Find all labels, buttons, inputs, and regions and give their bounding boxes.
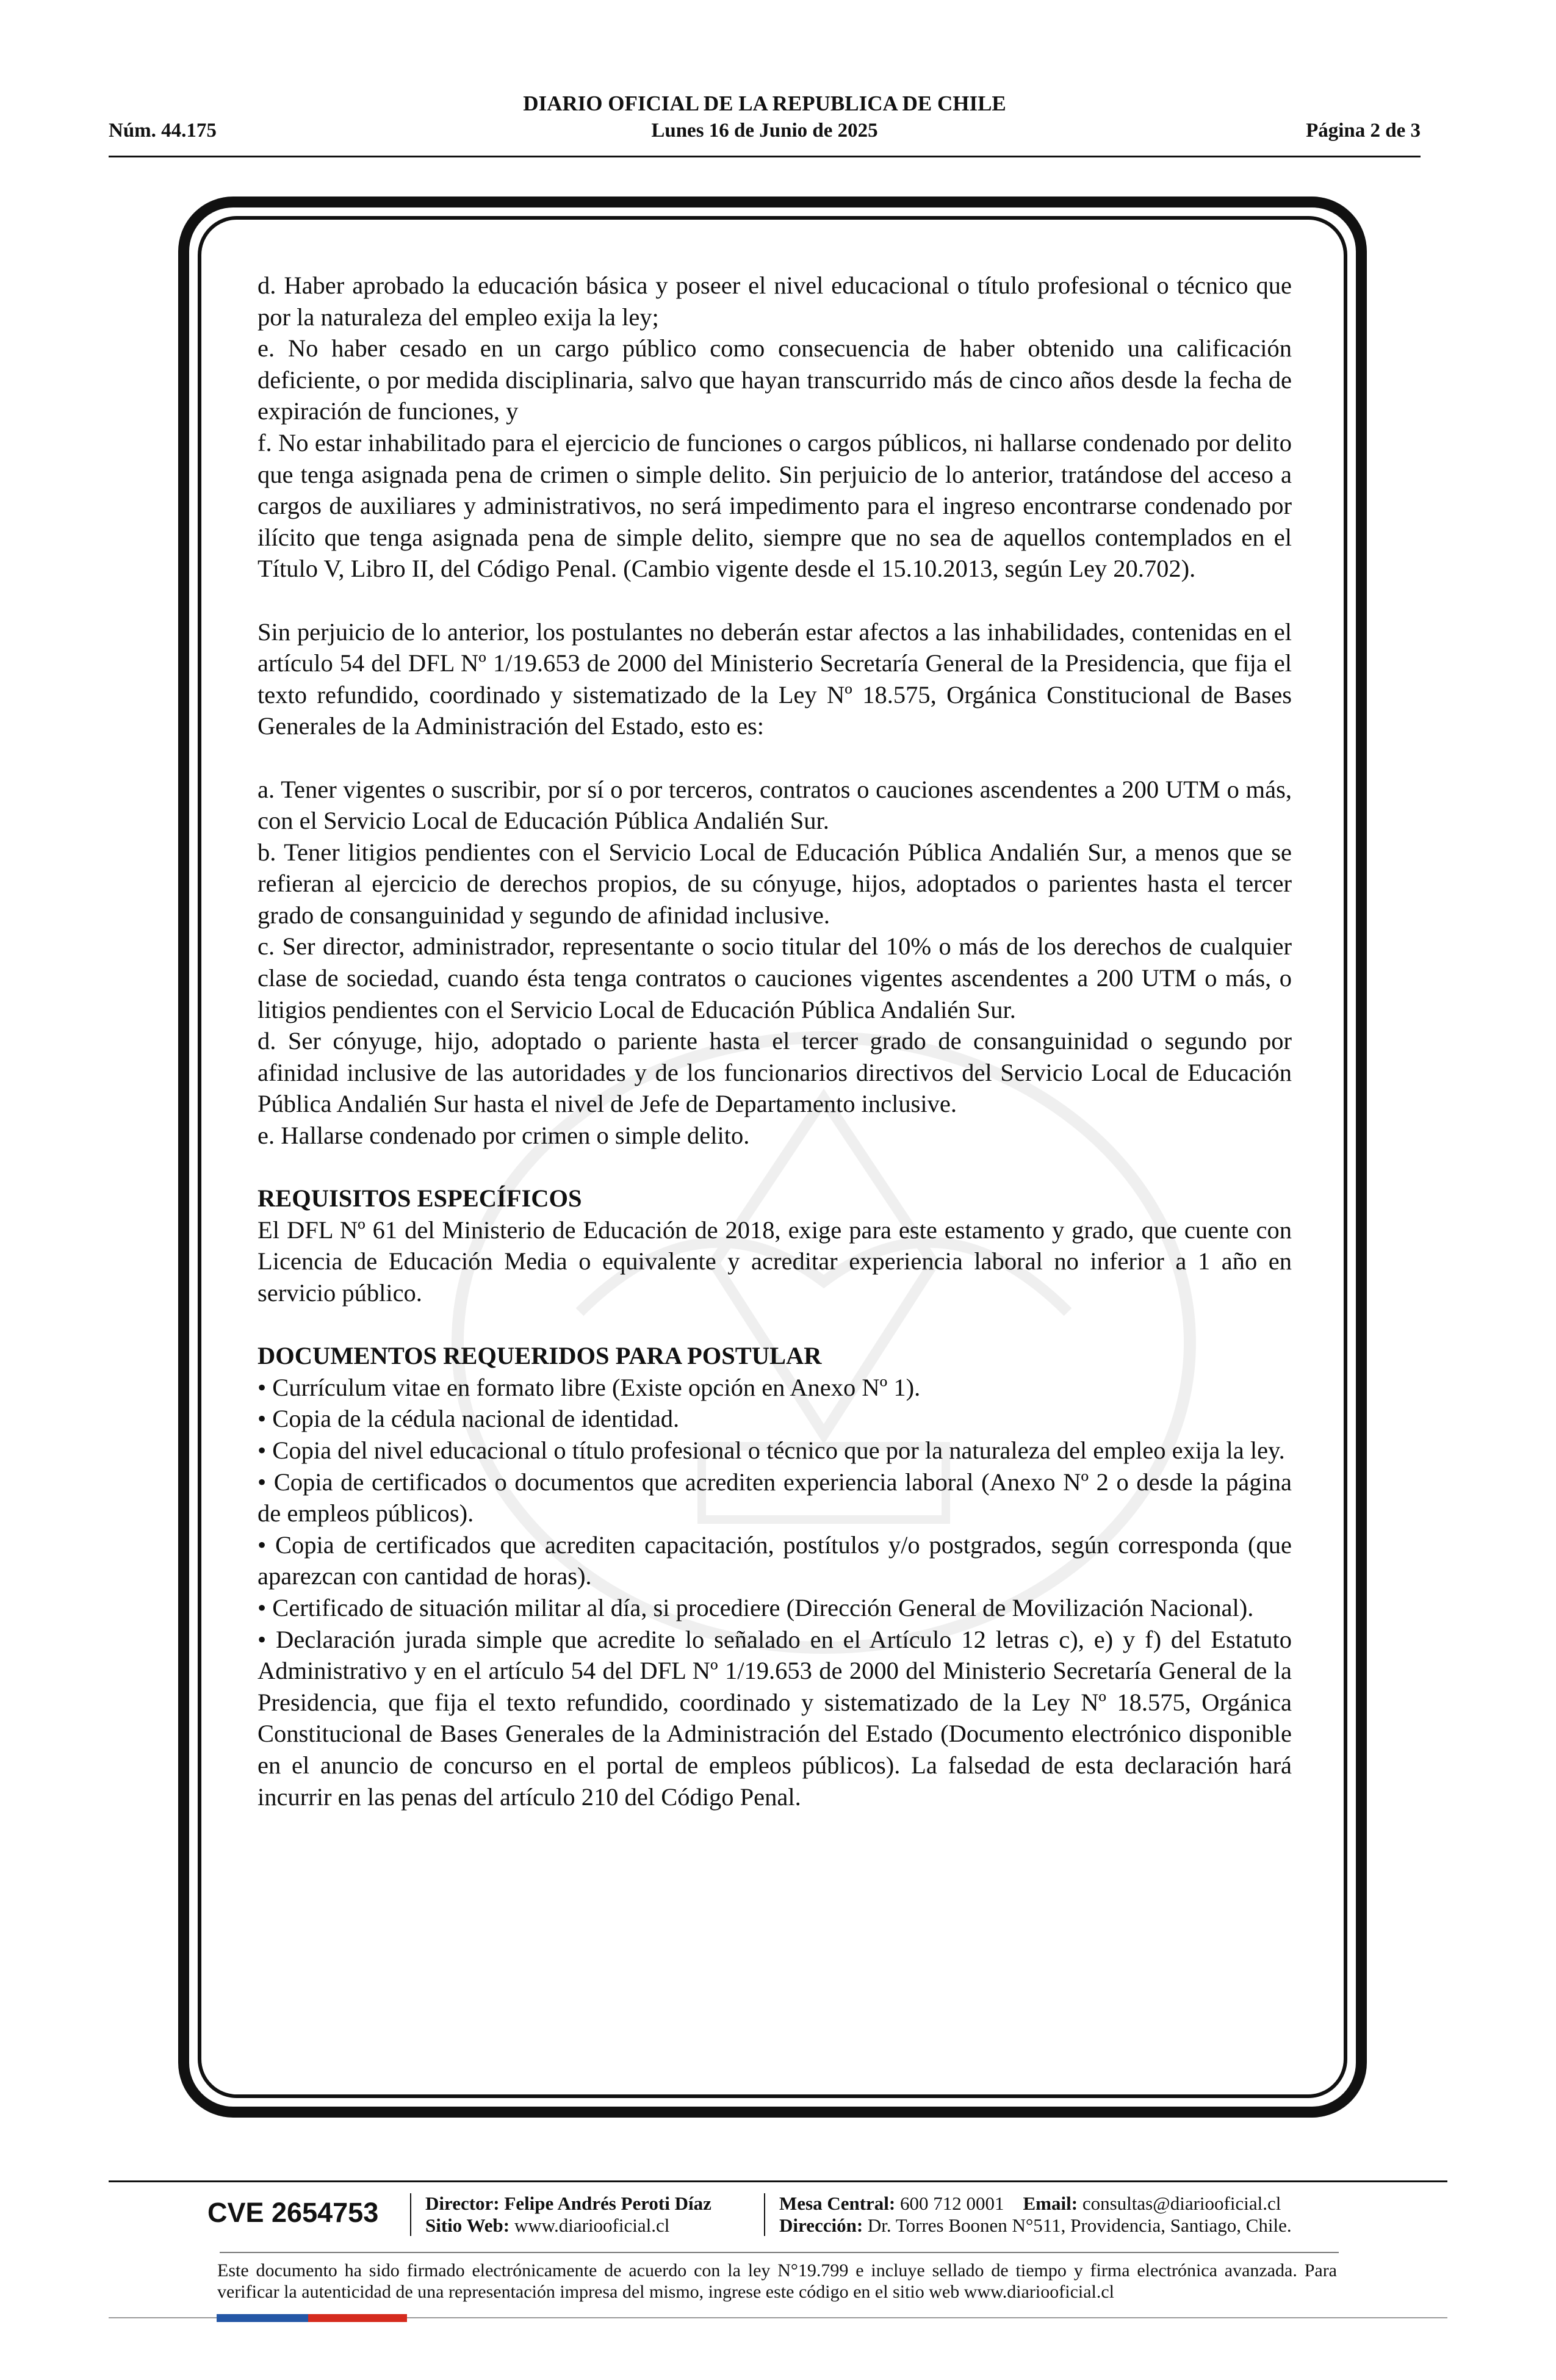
issue-number: Núm. 44.175 <box>109 120 217 142</box>
email-label: Email: <box>1023 2193 1078 2214</box>
footer-contact-block <box>779 2193 1292 2237</box>
issue-date: Lunes 16 de Junio de 2025 <box>651 120 878 142</box>
website-link[interactable]: www.diariooficial.cl <box>514 2215 670 2236</box>
electronic-signature-note: Este documento ha sido firmado electrónicamente de acuerdo con la ley N°19.799 e incluye sellado de tiempo y firma electrónica avanzada. Para verificar la autenticidad de una representación impresa del mismo, ingrese este código en el sitio web www.diariooficial.cl <box>217 2260 1337 2302</box>
document-item: • Certificado de situación militar al día, si procediere (Dirección General de Movilización Nacional). <box>258 1593 1254 1621</box>
director-name: Felipe Andrés Peroti Díaz <box>504 2193 711 2214</box>
document-item: • Declaración jurada simple que acredite lo señalado en el Artículo 12 letras c), e) y f) del Estatuto Administrativo y en el artículo 54 del DFL Nº 1/19.653 de 2000 del Ministerio Secretaría General de la Presidencia, que fija el texto refundido, coordinado y sistematizado de la Ley Nº 18.575, Orgánica Constitucional de Bases Generales de la Administración del Estado (Documento electrónico disponible en el anuncio de concurso en el portal de empleos públicos). La falsedad de esta declaración hará incurrir en las penas del artículo 210 del Código Penal. <box>258 1625 1292 1811</box>
mesa-central-phone: 600 712 0001 <box>900 2193 1004 2214</box>
cve-code: CVE 2654753 <box>207 2197 379 2228</box>
mesa-central-label: Mesa Central: <box>779 2193 896 2214</box>
flag-blue-segment <box>217 2314 308 2322</box>
specific-requirements-heading: REQUISITOS ESPECÍFICOS <box>258 1185 582 1213</box>
inhability-e: e. Hallarse condenado por crimen o simple delito. <box>258 1122 750 1150</box>
newspaper-title: DIARIO OFICIAL DE LA REPUBLICA DE CHILE <box>523 92 1006 115</box>
inhability-c: c. Ser director, administrador, representante o socio titular del 10% o más de los derechos de cualquier clase de sociedad, cuando ésta tenga contratos o cauciones vigentes ascendentes a 200 UTM o más, o litigios pendientes con el Servicio Local de Educación Pública Andalién Sur. <box>258 932 1292 1023</box>
document-item: • Copia del nivel educacional o título profesional o técnico que por la naturaleza del empleo exija la ley. <box>258 1436 1285 1464</box>
footer-divider-top <box>109 2180 1447 2182</box>
flag-red-segment <box>308 2314 407 2322</box>
document-item: • Copia de certificados o documentos que acrediten experiencia laboral (Anexo Nº 2 o desde la página de empleos públicos). <box>258 1468 1292 1527</box>
footer-separator <box>764 2193 765 2236</box>
document-item: • Currículum vitae en formato libre (Existe opción en Anexo Nº 1). <box>258 1373 921 1401</box>
specific-requirements-text: El DFL Nº 61 del Ministerio de Educación de 2018, exige para este estamento y grado, que cuente con Licencia de Educación Media o equivalente y acreditar experiencia laboral no inferior a 1 año en servicio público. <box>258 1216 1292 1307</box>
inhability-a: a. Tener vigentes o suscribir, por sí o por terceros, contratos o cauciones ascendentes a 200 UTM o más, con el Servicio Local de Educación Pública Andalién Sur. <box>258 775 1292 835</box>
general-requirement-f: f. No estar inhabilitado para el ejercicio de funciones o cargos públicos, ni hallarse condenado por delito que tenga asignada pena de crimen o simple delito. Sin perjuicio de lo anterior, tratándose del acceso a cargos de auxiliares y administrativos, no será impedimento para el ingreso encontrarse condenado por ilícito que tenga asignada pena de simple delito, siempre que no sea de aquellos contemplados en el Título V, Libro II, del Código Penal. (Cambio vigente desde el 15.10.2013, según Ley 20.702). <box>258 428 1292 583</box>
footer-divider-middle <box>220 2252 1339 2253</box>
header-divider <box>109 156 1421 157</box>
address-value: Dr. Torres Boonen N°511, Providencia, Santiago, Chile. <box>867 2215 1292 2236</box>
page-header <box>109 92 1421 150</box>
email-link[interactable]: consultas@diariooficial.cl <box>1082 2193 1281 2214</box>
chile-flag-stripe <box>217 2314 407 2322</box>
address-label: Dirección: <box>779 2215 863 2236</box>
general-requirement-d: d. Haber aprobado la educación básica y poseer el nivel educacional o título profesional o técnico que por la naturaleza del empleo exija la ley; <box>258 272 1292 331</box>
general-requirement-e: e. No haber cesado en un cargo público como consecuencia de haber obtenido una calificación deficiente, o por medida disciplinaria, salvo que hayan transcurrido más de cinco años desde la fecha de expiración de funciones, y <box>258 334 1292 425</box>
document-body <box>258 270 1292 1812</box>
inhability-b: b. Tener litigios pendientes con el Servicio Local de Educación Pública Andalién Sur, a menos que se refieran al ejercicio de derechos propios, de su cónyuge, hijos, adoptados o parientes hasta el tercer grado de consanguinidad y segundo de afinidad inclusive. <box>258 838 1292 929</box>
page-number: Página 2 de 3 <box>1306 120 1421 142</box>
website-label: Sitio Web: <box>425 2215 510 2236</box>
document-item: • Copia de la cédula nacional de identidad. <box>258 1405 680 1433</box>
required-documents-heading: DOCUMENTOS REQUERIDOS PARA POSTULAR <box>258 1342 822 1370</box>
footer-separator <box>410 2193 411 2236</box>
inhability-d: d. Ser cónyuge, hijo, adoptado o pariente hasta el tercer grado de consanguinidad o segundo por afinidad inclusive de las autoridades y de los funcionarios directivos del Servicio Local de Educación Pública Andalién Sur hasta el nivel de Jefe de Departamento inclusive. <box>258 1027 1292 1118</box>
inhabilities-intro: Sin perjuicio de lo anterior, los postulantes no deberán estar afectos a las inhabilidades, contenidas en el artículo 54 del DFL Nº 1/19.653 de 2000 del Ministerio Secretaría General de la Presidencia, que fija el texto refundido, coordinado y sistematizado de la Ley Nº 18.575, Orgánica Constitucional de Bases Generales de la Administración del Estado, esto es: <box>258 618 1292 740</box>
director-label: Director: <box>425 2193 500 2214</box>
document-item: • Copia de certificados que acrediten capacitación, postítulos y/o postgrados, según corresponda (que aparezcan con cantidad de horas). <box>258 1531 1292 1590</box>
footer-director-block <box>425 2193 711 2237</box>
